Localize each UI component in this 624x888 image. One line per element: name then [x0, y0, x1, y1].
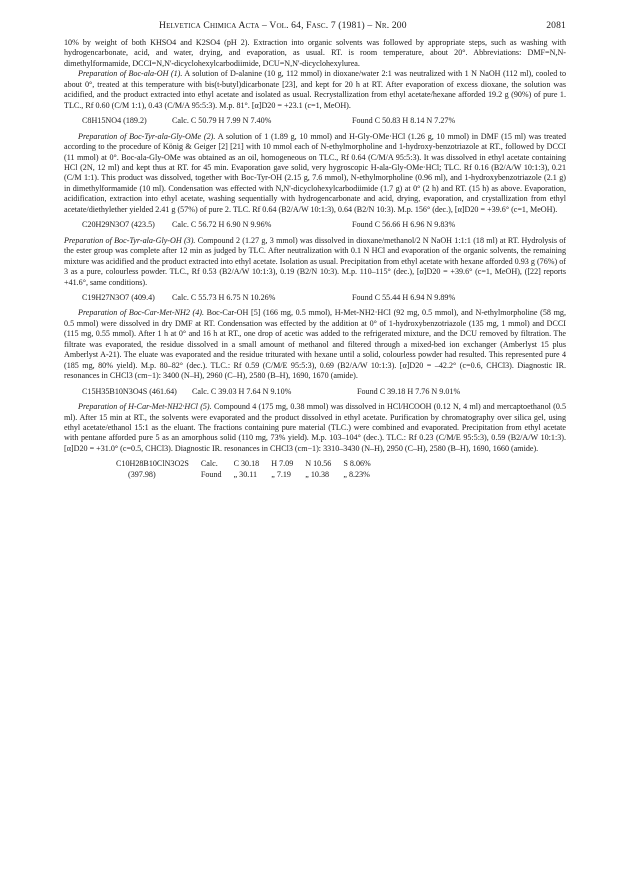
running-head: [64, 20, 566, 34]
prep-5-title: Preparation of H-Car-Met-NH2·HCl (5).: [78, 402, 212, 412]
analysis-5-found-row: [116, 470, 383, 480]
analysis-5-found-h: „ 7.19: [271, 469, 291, 479]
analysis-3-formula: C19H27N3O7 (409.4): [82, 292, 155, 302]
elemental-analysis-4: [64, 387, 566, 397]
analysis-2-formula: C20H29N3O7 (423.5): [82, 220, 155, 230]
analysis-5-calc-row: [116, 459, 383, 469]
analysis-5-calc-n: N 10.56: [305, 459, 332, 469]
paragraph-prep-2: [64, 132, 566, 216]
analysis-2-calc: Calc. C 56.72 H 6.90 N 9.96%: [172, 220, 272, 230]
elemental-analysis-1: [64, 116, 566, 126]
analysis-2-found: Found C 56.66 H 6.96 N 9.83%: [352, 220, 456, 230]
analysis-4-found: Found C 39.18 H 7.76 N 9.01%: [357, 386, 461, 396]
paragraph-prep-5: [64, 402, 566, 454]
prep-4-body: Boc-Car-OH [5] (166 mg, 0.5 mmol), H-Met-NH2·HCl (92 mg, 0.5 mmol), and N-ethylmorpholine (58 mg, 0.5 mmol) were dissolved in dry DMF at RT. Condensation was effected by the addition at 0° of 1-hydroxybenzotriazole (135 mg, 1 mmol) and DCCI (115 mg, 0.55 mmol). After 1 h at 0° and 16 h at RT., one drop of acetic was added to the refrigerated mixture, and the DCU removed by filtration. The filtrate was evaporated, the residue dissolved in a small amount of methanol and filtered through a mixed-bed ion exchanger (Amberlyst 15 plus Amberlyst A-21). The eluate was evaporated and the residue triturated with hexane until a solid, colourless powder had resulted. This represented pure 4 (185 mg, 80% yield). M.p. 80–82° (dec.). TLC.: Rf 0.59 (C/M/E 95:5:3), 0.69 (B2/A/W 10:1:3). [α]D20 = –42.2° (c=0.6, CHCl3). Diagnostic IR. resonances in CHCl3 (cm−1): 3400 (N–H), 2960 (C–H), 2580 (B–H), 1690, 1670 (amide).: [64, 308, 567, 381]
page-number: 2081: [546, 20, 566, 31]
analysis-5-calc-h: H 7.09: [271, 459, 294, 469]
analysis-3-calc: Calc. C 55.73 H 6.75 N 10.26%: [172, 292, 276, 302]
analysis-5-found-s: „ 8.23%: [343, 469, 370, 479]
analysis-5-calc-s: S 8.06%: [343, 459, 371, 469]
elemental-analysis-3: [64, 293, 566, 303]
analysis-5-calc-c: C 30.18: [233, 459, 260, 469]
analysis-5-found-c: „ 30.11: [233, 469, 258, 479]
prep-3-title: Preparation of Boc-Tyr-ala-Gly-OH (3).: [64, 235, 196, 245]
analysis-5-found-label: Found: [200, 469, 222, 479]
analysis-5-found-n: „ 10.38: [305, 469, 330, 479]
analysis-1-formula: C8H15NO4 (189.2): [82, 116, 147, 126]
prep-3-body: Compound 2 (1.27 g, 3 mmol) was dissolved in dioxane/methanol/2 N NaOH 1:1:1 (18 ml) at RT. Hydrolysis of the ester group was complete after 12 min as judged by TLC. After neutralization with 0.1 N HCl and evaporation of the organic solvents, the remaining mixture was acidified and the product extracted into ethyl acetate. Isolation as usual. Precipitation from ethyl acetate with hexane afforded 0.93 g (76%) of 3 as a pure, colourless powder. TLC., Rf 0.53 (B2/A/W 10:1:3), 0.19 (B2/N 10:3). M.p. 110–115° (dec.), [α]D20 = +39.6° (c=1, MeOH), ([22] reports +41.6°, same conditions).: [64, 235, 566, 287]
analysis-1-calc: Calc. C 50.79 H 7.99 N 7.40%: [172, 116, 272, 126]
analysis-1-found: Found C 50.83 H 8.14 N 7.27%: [352, 116, 456, 126]
analysis-4-formula: C15H35B10N3O4S (461.64): [82, 386, 177, 396]
paragraph-prep-4: [64, 308, 566, 381]
prep-1-body: A solution of D-alanine (10 g, 112 mmol) in dioxane/water 2:1 was neutralized with 1 N NaOH (112 ml), cooled to about 0°, treated at this temperature with bis(t-butyl)dicarbonate [23], and kept for 20 h at RT. After evaporation of excess dioxane, the solution was acidified, and the product extracted into ethyl acetate and isolated as usual. Recrystallization from ethyl acetate/hexane afforded 19.2 g (90%) of pure 1. TLC., Rf 0.60 (C/M 1:1), 0.43 (C/M/A 95:5:3). M.p. 81°. [α]D20 = +23.1 (c=1, MeOH).: [64, 69, 566, 110]
journal-page: [64, 20, 566, 480]
article-body: [64, 38, 566, 480]
analysis-5-formula: C10H28B10ClN3O2S: [116, 459, 189, 469]
prep-1-title: Preparation of Boc-ala-OH (1).: [78, 69, 183, 79]
prep-5-body: Compound 4 (175 mg, 0.38 mmol) was dissolved in HCl/HCOOH (0.12 N, 4 ml) and mercaptoethanol (0.5 ml). After 15 min at RT., the solvents were evaporated and the product dissolved in ethyl acetate. Purification by chromatography over silica gel, using ethyl acetate/ethanol 15:1 as the eluant. The fractions containing pure material (TLC.) were combined and evaporated. Precipitation from ethyl acetate with pentane afforded pure 5 as an amorphous solid (110 mg, 73% yield). M.p. 103–104° (dec.). TLC.: Rf 0.23 (C/M/E 95:5:3), 0.59 (B2/A/W 10:1:3). [α]D20 = +31.0° (c=0.5, CHCl3). Diagnostic IR. resonances in CHCl3 (cm−1): 3310–3430 (N–H), 2950 (C–H), 2580 (B–H), 1690, 1660 (amide).: [64, 402, 566, 453]
elemental-analysis-2: [64, 220, 566, 230]
analysis-3-found: Found C 55.44 H 6.94 N 9.89%: [352, 292, 456, 302]
paragraph-general-methods: 10% by weight of both KHSO4 and K2SO4 (pH 2). Extraction into organic solvents was followed by appropriate steps, such as washing with hydrogencarbonate, acid, and water, drying, and evaporation, as usual. RT. is room temperature, about 20°. Abbreviations: DMF=N,N-dimethylformamide, DCCI=N,N'-dicyclohexylcarbodiimide, DCU=N,N'-dicyclohexylurea.: [64, 38, 566, 68]
prep-4-title: Preparation of Boc-Car-Met-NH2 (4).: [78, 308, 205, 318]
prep-2-title: Preparation of Boc-Tyr-ala-Gly-OMe (2).: [78, 131, 216, 141]
paragraph-prep-1: [64, 69, 566, 111]
elemental-analysis-5: [116, 459, 383, 480]
prep-2-body: A solution of 1 (1.89 g, 10 mmol) and H-Gly-OMe·HCl (1.26 g, 10 mmol) in DMF (15 ml) was treated according to the procedure of König & Geiger [2] [21] with 10 mmol each of N-ethylmorpholine and 1-hydroxy-benzotriazole at RT., followed by DCCI (11 mmol) at 0°. Boc-ala-Gly-OMe was obtained as an oil, homogeneous on TLC., Rf 0.64 (C/M/A 95:5:3). It was dissolved in ethyl acetate containing HCl (2N, 12 ml) and kept thus at RT. for 45 min. Evaporation gave solid, very hygroscopic H-ala-Gly-OMe·HCl; TLC. Rf 0.16 (B2/A/W 10:1:3), 0.21 (C/M 1:1). This product was dissolved, together with Boc-Tyr-OH (2.15 g, 7.6 mmol), N-ethylmorpholine (0.96 ml), and 1-hydroxybenzotriazole (2.1 g) in dimethylformamide (10 ml). Condensation was effected with N,N'-dicyclohexylcarbodiimide (1.7 g) at 0° (2 h) and RT. (15 h) as above. Evaporation, acidification, extraction into ethyl acetate, washing sequentially with hydrogencarbonate and acid, drying, evaporation, and crystallization from ethyl acetate/diethylether yielded 2.41 g (57%) of pure 2. TLC. Rf 0.64 (B2/A/W 10:1:3), 0.64 (B2/N 10:3). M.p. 156° (dec.), [α]D20 = +39.6° (c=1, MeOH).: [64, 131, 567, 214]
analysis-4-calc: Calc. C 39.03 H 7.64 N 9.10%: [192, 386, 292, 396]
analysis-5-mw: (397.98): [128, 469, 156, 479]
paragraph-prep-3: [64, 236, 566, 288]
journal-title: Helvetica Chimica Acta – Vol. 64, Fasc. 7 (1981) – Nr. 200: [159, 20, 407, 31]
analysis-5-calc-label: Calc.: [200, 459, 218, 469]
